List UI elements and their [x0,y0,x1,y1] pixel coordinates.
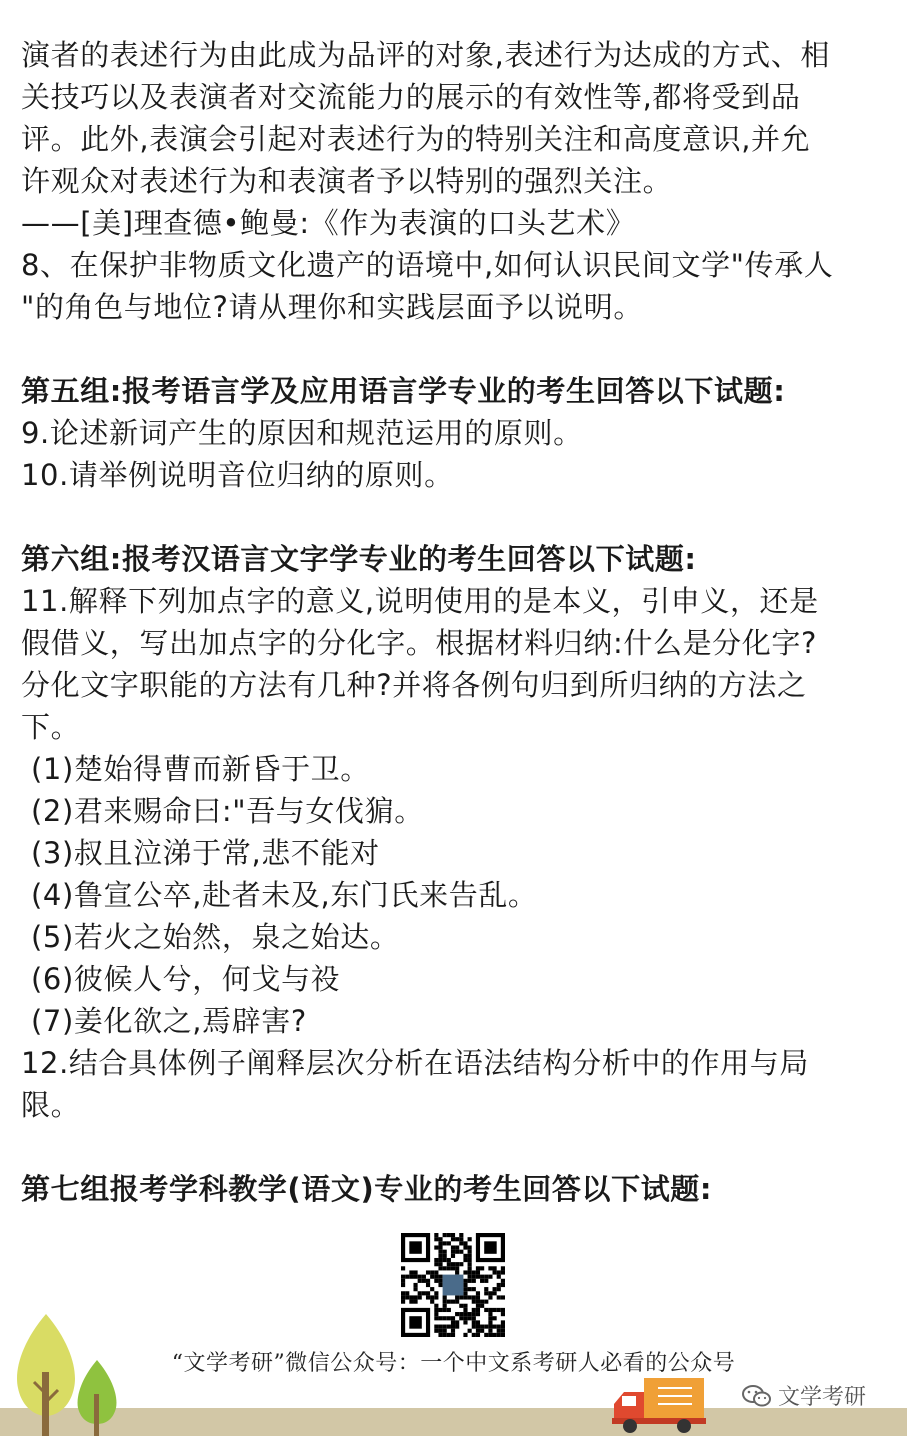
blank-line [21,328,887,370]
text-line: 11.解释下列加点字的意义,说明使用的是本义，引申义，还是 [21,584,819,618]
text-line: "的角色与地位?请从理你和实践层面予以说明。 [21,290,643,324]
text-line: (5)若火之始然，泉之始达。 [31,920,400,954]
blank-line [21,496,887,538]
text-line: 演者的表述行为由此成为品评的对象,表述行为达成的方式、相 [21,38,831,72]
text-line: (3)叔且泣涕于常,悲不能对 [31,836,380,870]
text-line: 假借义，写出加点字的分化字。根据材料归纳:什么是分化字? [21,626,817,660]
ground-strip [0,1408,907,1436]
document-body [21,34,887,1210]
text-line: 关技巧以及表演者对交流能力的展示的有效性等,都将受到品 [21,80,801,114]
text-line: 10.请举例说明音位归纳的原则。 [21,458,454,492]
text-line: 许观众对表述行为和表演者予以特别的强烈关注。 [21,164,673,198]
text-line: (7)姜化欲之,焉辟害? [31,1004,307,1038]
section-heading: 第五组:报考语言学及应用语言学专业的考生回答以下试题: [21,374,786,408]
text-line: (4)鲁宣公卒,赴者未及,东门氏来告乱。 [31,878,538,912]
section-heading: 第七组报考学科教学(语文)专业的考生回答以下试题: [21,1172,713,1206]
text-line: 下。 [21,710,81,744]
text-line: ——[美]理查德•鲍曼:《作为表演的口头艺术》 [21,206,636,240]
text-line: (6)彼候人兮，何戈与祋 [31,962,341,996]
account-name: 文学考研 [778,1385,867,1410]
text-line: 8、在保护非物质文化遗产的语境中,如何认识民间文学"传承人 [21,248,834,282]
text-line: 分化文字职能的方法有几种?并将各例句归到所归纳的方法之 [21,668,807,702]
wechat-icon [742,1384,772,1408]
text-line: 12.结合具体例子阐释层次分析在语法结构分析中的作用与局 [21,1046,809,1080]
text-line: 评。此外,表演会引起对表述行为的特别关注和高度意识,并允 [21,122,811,156]
text-line: (2)君来赐命曰:"吾与女伐猏。 [31,794,424,828]
section-heading: 第六组:报考汉语言文字学专业的考生回答以下试题: [21,542,697,576]
truck-icon [612,1376,708,1436]
text-line: (1)楚始得曹而新昏于卫。 [31,752,370,786]
tree-icon [12,1312,80,1436]
qr-code-icon [401,1233,505,1337]
tree-icon [74,1358,120,1436]
text-line: 限。 [21,1088,81,1122]
wechat-account [742,1380,866,1411]
blank-line [21,1126,887,1168]
promo-caption: “文学考研”微信公众号：一个中文系考研人必看的公众号 [171,1351,736,1376]
text-line: 9.论述新词产生的原因和规范运用的原则。 [21,416,583,450]
